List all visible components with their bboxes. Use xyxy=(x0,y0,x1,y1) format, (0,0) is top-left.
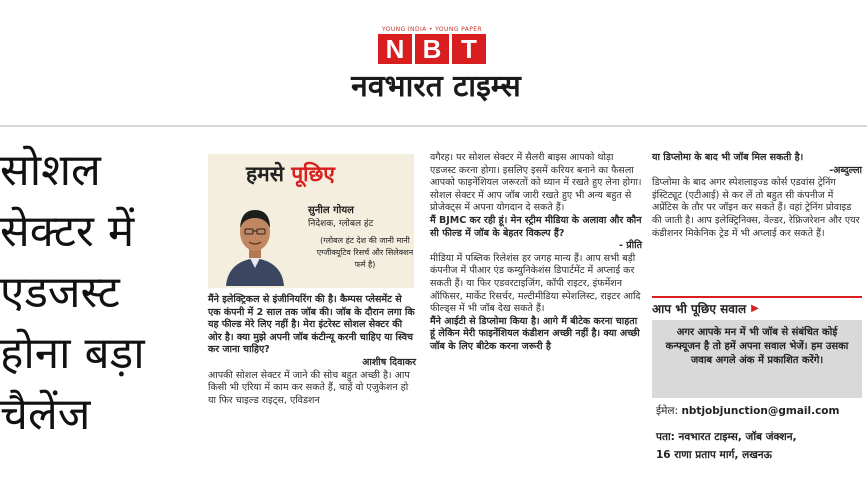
answer-1: आपकी सोशल सेक्टर में जाने की सोच बहुत अच्छी है। आप किसी भी एरिया में काम कर सकते हैं, चाहें वो एजुकेशन हो या फिर चाइल्ड राइट्स, एविडशन xyxy=(208,369,410,406)
answer-2: मीडिया में पब्लिक रिलेशंस हर जगह मान्य हैं। आप सभी बड़ी कंपनीज में पीआर एंड कम्युनिकेशंस डिपार्टमेंट में अप्लाई कर सकती हैं। या फिर एडवरटाइजिंग, कॉपी राइटर, इंफर्मेशन ऑफिसर, मार्केट रिसर्चर, मल्टीमीडिया स्पेशलिस्ट, राइटर आदि फील्ड्स में भी जॉब देख सकते हैं। xyxy=(430,252,641,315)
question-2: मैं BJMC कर रही हूं। मेन स्ट्रीम मीडिया के अलावा और कौन सी फील्ड में जॉब के बेहतर विकल्प हैं? xyxy=(430,214,642,239)
contact-email xyxy=(656,404,862,418)
headline-line-1: सोशल xyxy=(0,145,101,196)
sidebar-heading-text: आप भी पूछिए सवाल xyxy=(652,302,747,316)
article-headline xyxy=(0,140,200,445)
headline-line-4: होना बड़ा xyxy=(0,328,145,379)
expert-role: निदेशक, ग्लोबल हंट xyxy=(308,219,374,229)
brand-name: नवभारत टाइम्स xyxy=(351,69,521,104)
contact-address xyxy=(656,428,862,464)
address-line-2: 16 राणा प्रताप मार्ग, लखनऊ xyxy=(656,449,772,461)
expert-name: सुनील गोयल xyxy=(308,205,354,216)
headline-line-2: सेक्टर में xyxy=(0,206,135,257)
question-1: मैंने इलेक्ट्रिकल से इंजीनियरिंग की है। कैम्पस प्लेसमेंट से एक कंपनी में 2 साल तक जॉब की। जॉब के दौरान लगा कि यह फील्ड मेरे लिए नहीं है। मेरा इंटरेस्ट सोशल सेक्टर की ओर है। क्या मुझे अपनी जॉब कंटीन्यू करनी चाहिए या स्विच कर जाना चाहिए? xyxy=(208,294,415,356)
answer-1-continued: वगैरह। पर सोशल सेक्टर में सैलरी बाइस आपको थोड़ा एडजस्ट करना होगा। इसलिए इसमें करियर बनाने का फैसला आपको फाइनेंशियल जरूरतों को ध्यान में रखते हुए लेना होगा। सोशल सेक्टर में आप जॉब जारी रखते हुए भी अन्य बहुत से प्रोजेक्ट्स में अपना योगदान दे सकते हैं। xyxy=(430,152,642,214)
headline-line-3: एडजस्ट xyxy=(0,267,120,318)
address-line-1: पता: नवभारत टाइम्स, जॉब जंक्शन, xyxy=(656,431,797,443)
sidebar-heading xyxy=(652,300,862,317)
masthead-divider xyxy=(0,125,867,127)
email-label: ईमेल: xyxy=(656,405,679,417)
ask-title-black: हमसे xyxy=(246,162,292,186)
ask-title-red: पूछिए xyxy=(291,162,335,186)
nbt-logo xyxy=(378,34,486,64)
article-column-2 xyxy=(430,152,642,354)
question-1-signer: आशीष दिवाकर xyxy=(362,356,416,368)
expert-box xyxy=(208,154,414,288)
sidebar-divider xyxy=(652,296,862,298)
play-arrow-icon: ▶ xyxy=(751,303,759,314)
masthead xyxy=(0,0,867,128)
sidebar-info-box: अगर आपके मन में भी जॉब से संबंधित कोई कन्फ्यूजन है तो हमें अपना सवाल भेजें। हम उसका जवाब अगले अंक में प्रकाशित करेंगे। xyxy=(652,320,862,398)
article-column-1 xyxy=(208,294,416,407)
question-2-signer: - प्रीति xyxy=(619,240,642,252)
question-3-continued: या डिप्लोमा के बाद भी जॉब मिल सकती है। xyxy=(652,152,804,163)
logo-letter-b: B xyxy=(415,34,449,64)
question-3: मैंने आईटी से डिप्लोमा किया है। आगे मैं बीटेक करना चाहता हूं लेकिन मेरी फाइनेंशियल कंडीशन अच्छी नहीं है। क्या अच्छी जॉब के लिए बीटेक करना जरूरी है xyxy=(430,315,640,352)
logo-letter-t: T xyxy=(452,34,486,64)
logo-letter-n: N xyxy=(378,34,412,64)
expert-photo xyxy=(220,196,290,286)
masthead-tagline: YOUNG INDIA • YOUNG PAPER xyxy=(381,26,482,33)
ask-title xyxy=(246,160,335,188)
email-address[interactable]: nbtjobjunction@gmail.com xyxy=(681,405,840,417)
article-column-3 xyxy=(652,152,862,240)
question-3-signer: -अब्दुल्ला xyxy=(829,164,862,176)
expert-description: (ग्लोबल हंट देश की जानी मानी एग्जीक्यूटिव रिसर्च और सिलेक्शन फर्म है) xyxy=(316,236,414,269)
headline-line-5: चैलेंज xyxy=(0,389,91,440)
answer-3: डिप्लोमा के बाद अगर स्पेशलाइज्ड कोर्स एडवांस ट्रेनिंग इंस्टिट्यूट (एटीआई) से कर लें तो बहुत सी कंपनीज में अप्रेंटिस के तौर पर जॉइन कर सकते हैं। वहां ट्रेनिंग प्रोवाइड की जाती है। आप इलेक्ट्रिनिक्स, वेल्डर, रेफ्रिजरेशन और एयर कंडीशनर मिकेनिक ट्रेड में भी अप्लाई कर सकते हैं। xyxy=(652,177,860,239)
